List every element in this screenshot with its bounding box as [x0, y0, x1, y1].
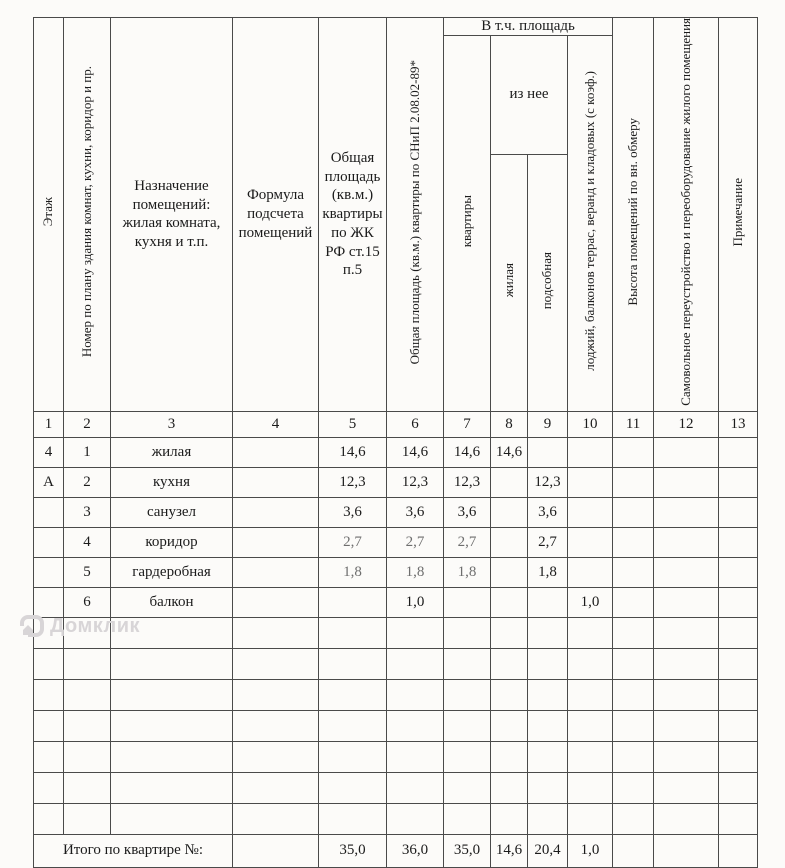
- totals-row: [34, 834, 758, 867]
- remodel-cell: [654, 467, 719, 497]
- totals-podsobnaya-cell: 20,4: [528, 834, 568, 867]
- empty-cell: [613, 710, 654, 741]
- area-podsobnaya-cell: [528, 587, 568, 617]
- empty-cell: [528, 617, 568, 648]
- empty-cell: [613, 679, 654, 710]
- area-podsobnaya-cell: 1,8: [528, 557, 568, 587]
- column-number-cell: 8: [491, 411, 528, 437]
- note-cell: [719, 437, 758, 467]
- empty-cell: [654, 741, 719, 772]
- area-zhk-cell: 1,8: [319, 557, 387, 587]
- formula-cell: [233, 527, 319, 557]
- empty-cell: [319, 648, 387, 679]
- empty-cell: [654, 617, 719, 648]
- area-kvartiry-cell: 2,7: [444, 527, 491, 557]
- header-formula-label: Формула подсчета помещений: [238, 187, 313, 241]
- empty-cell: [491, 617, 528, 648]
- area-podsobnaya-cell: [528, 437, 568, 467]
- header-zhilaya-label: жилая: [500, 263, 516, 298]
- area-zhilaya-cell: [491, 557, 528, 587]
- empty-cell: [719, 617, 758, 648]
- empty-cell: [654, 710, 719, 741]
- empty-cell: [491, 741, 528, 772]
- empty-cell: [64, 772, 111, 803]
- apartment-explication-table: [33, 17, 758, 868]
- column-number-cell: 13: [719, 411, 758, 437]
- empty-cell: [34, 772, 64, 803]
- remodel-cell: [654, 527, 719, 557]
- totals-lodzhiy-cell: 1,0: [568, 834, 613, 867]
- floor-cell: [34, 527, 64, 557]
- totals-label-cell: Итого по квартире №:: [34, 834, 233, 867]
- area-lodzhiy-cell: 1,0: [568, 587, 613, 617]
- empty-cell: [34, 648, 64, 679]
- empty-table-row: [34, 710, 758, 741]
- formula-cell: [233, 437, 319, 467]
- empty-table-row: [34, 772, 758, 803]
- watermark-text: Домклик: [50, 614, 141, 637]
- note-cell: [719, 467, 758, 497]
- column-number-cell: 9: [528, 411, 568, 437]
- empty-cell: [444, 679, 491, 710]
- remodel-cell: [654, 497, 719, 527]
- empty-cell: [528, 803, 568, 834]
- area-kvartiry-cell: 12,3: [444, 467, 491, 497]
- area-zhk-cell: 12,3: [319, 467, 387, 497]
- area-podsobnaya-cell: 12,3: [528, 467, 568, 497]
- empty-cell: [528, 710, 568, 741]
- table-row: [34, 527, 758, 557]
- area-podsobnaya-cell: 3,6: [528, 497, 568, 527]
- empty-cell: [111, 710, 233, 741]
- column-numbers-row: [34, 411, 758, 437]
- empty-cell: [387, 803, 444, 834]
- empty-cell: [528, 679, 568, 710]
- room-name-cell: жилая: [111, 437, 233, 467]
- empty-cell: [568, 741, 613, 772]
- empty-cell: [568, 648, 613, 679]
- empty-cell: [319, 741, 387, 772]
- area-zhk-cell: 3,6: [319, 497, 387, 527]
- column-number-cell: 3: [111, 411, 233, 437]
- table-header-row: [34, 18, 758, 36]
- header-room-purpose: [111, 18, 233, 412]
- formula-cell: [233, 467, 319, 497]
- area-zhk-cell: [319, 587, 387, 617]
- empty-cell: [568, 617, 613, 648]
- empty-cell: [111, 772, 233, 803]
- floor-cell: 4: [34, 437, 64, 467]
- header-podsobnaya: [528, 154, 568, 411]
- height-cell: [613, 467, 654, 497]
- column-number-cell: 11: [613, 411, 654, 437]
- area-kvartiry-cell: 1,8: [444, 557, 491, 587]
- note-cell: [719, 497, 758, 527]
- column-number-cell: 12: [654, 411, 719, 437]
- empty-cell: [568, 710, 613, 741]
- area-zhk-cell: 14,6: [319, 437, 387, 467]
- formula-cell: [233, 587, 319, 617]
- header-height: [613, 18, 654, 412]
- empty-cell: [34, 803, 64, 834]
- area-lodzhiy-cell: [568, 557, 613, 587]
- empty-cell: [444, 617, 491, 648]
- empty-cell: [319, 679, 387, 710]
- empty-cell: [491, 772, 528, 803]
- empty-cell: [444, 803, 491, 834]
- area-snip-cell: 1,0: [387, 587, 444, 617]
- room-name-cell: коридор: [111, 527, 233, 557]
- totals-area-snip-cell: 36,0: [387, 834, 444, 867]
- column-number-cell: 10: [568, 411, 613, 437]
- empty-cell: [719, 710, 758, 741]
- totals-formula-cell: [233, 834, 319, 867]
- empty-cell: [719, 803, 758, 834]
- header-note-label: Примечание: [729, 177, 745, 247]
- empty-cell: [491, 803, 528, 834]
- note-cell: [719, 527, 758, 557]
- room-name-cell: гардеробная: [111, 557, 233, 587]
- table-row: [34, 437, 758, 467]
- empty-cell: [568, 772, 613, 803]
- empty-cell: [654, 803, 719, 834]
- empty-cell: [387, 617, 444, 648]
- room-number-cell: 3: [64, 497, 111, 527]
- area-lodzhiy-cell: [568, 467, 613, 497]
- room-name-cell: кухня: [111, 467, 233, 497]
- empty-table-row: [34, 803, 758, 834]
- header-group-of-it-label: из нее: [509, 86, 549, 103]
- formula-cell: [233, 557, 319, 587]
- room-number-cell: 1: [64, 437, 111, 467]
- empty-cell: [528, 772, 568, 803]
- empty-cell: [613, 648, 654, 679]
- empty-cell: [233, 648, 319, 679]
- empty-table-row: [34, 741, 758, 772]
- area-kvartiry-cell: 3,6: [444, 497, 491, 527]
- empty-cell: [111, 803, 233, 834]
- empty-cell: [654, 648, 719, 679]
- empty-cell: [444, 741, 491, 772]
- empty-cell: [387, 710, 444, 741]
- totals-zhilaya-cell: 14,6: [491, 834, 528, 867]
- totals-kvartiry-cell: 35,0: [444, 834, 491, 867]
- area-kvartiry-cell: 14,6: [444, 437, 491, 467]
- empty-cell: [233, 710, 319, 741]
- header-kvartiry: [444, 36, 491, 412]
- empty-cell: [64, 741, 111, 772]
- header-group-incl-area-label: В т.ч. площадь: [481, 18, 575, 34]
- header-floor-label: Этаж: [40, 197, 56, 227]
- floor-cell: А: [34, 467, 64, 497]
- room-name-cell: санузел: [111, 497, 233, 527]
- empty-cell: [387, 648, 444, 679]
- empty-cell: [654, 772, 719, 803]
- height-cell: [613, 557, 654, 587]
- room-name-cell: балкон: [111, 587, 233, 617]
- height-cell: [613, 437, 654, 467]
- empty-cell: [319, 617, 387, 648]
- area-snip-cell: 12,3: [387, 467, 444, 497]
- note-cell: [719, 557, 758, 587]
- area-zhilaya-cell: 14,6: [491, 437, 528, 467]
- empty-cell: [444, 710, 491, 741]
- empty-cell: [111, 679, 233, 710]
- room-number-cell: 6: [64, 587, 111, 617]
- header-note: [719, 18, 758, 412]
- domclick-logo-icon: [19, 614, 46, 638]
- header-lodzhiy-label: лоджий, балконов террас, веранд и кладовых (с коэф.): [581, 71, 597, 371]
- empty-cell: [319, 772, 387, 803]
- area-zhilaya-cell: [491, 527, 528, 557]
- header-room-number-label: Номер по плану здания комнат, кухни, коридор и пр.: [78, 66, 94, 358]
- empty-cell: [719, 772, 758, 803]
- empty-cell: [613, 772, 654, 803]
- header-podsobnaya-label: подсобная: [539, 251, 555, 309]
- empty-cell: [64, 679, 111, 710]
- room-number-cell: 2: [64, 467, 111, 497]
- header-zhilaya: [491, 154, 528, 411]
- empty-cell: [654, 679, 719, 710]
- empty-cell: [111, 741, 233, 772]
- column-number-cell: 7: [444, 411, 491, 437]
- empty-table-row: [34, 617, 758, 648]
- empty-cell: [491, 648, 528, 679]
- area-lodzhiy-cell: [568, 527, 613, 557]
- area-zhilaya-cell: [491, 467, 528, 497]
- room-number-cell: 5: [64, 557, 111, 587]
- empty-cell: [64, 710, 111, 741]
- header-remodeling: [654, 18, 719, 412]
- empty-cell: [233, 679, 319, 710]
- empty-cell: [613, 741, 654, 772]
- totals-note-cell: [719, 834, 758, 867]
- table-row: [34, 557, 758, 587]
- header-group-of-it: [491, 36, 568, 155]
- empty-cell: [387, 772, 444, 803]
- empty-cell: [319, 710, 387, 741]
- floor-cell: [34, 557, 64, 587]
- header-total-area-zhk: [319, 18, 387, 412]
- empty-cell: [719, 741, 758, 772]
- column-number-cell: 5: [319, 411, 387, 437]
- empty-cell: [444, 648, 491, 679]
- empty-cell: [34, 679, 64, 710]
- header-kvartiry-label: квартиры: [458, 194, 474, 248]
- area-zhk-cell: 2,7: [319, 527, 387, 557]
- empty-cell: [111, 648, 233, 679]
- table-row: [34, 497, 758, 527]
- header-height-label: Высота помещений по вн. обмеру: [624, 118, 640, 306]
- empty-cell: [444, 772, 491, 803]
- empty-cell: [233, 741, 319, 772]
- empty-cell: [387, 741, 444, 772]
- height-cell: [613, 527, 654, 557]
- table-row: [34, 467, 758, 497]
- header-floor: [34, 18, 64, 412]
- area-snip-cell: 1,8: [387, 557, 444, 587]
- column-number-cell: 6: [387, 411, 444, 437]
- remodel-cell: [654, 557, 719, 587]
- totals-area-zhk-cell: 35,0: [319, 834, 387, 867]
- header-total-area-zhk-label: Общая площадь (кв.м.) квартиры по ЖК РФ ст.15 п.5: [322, 149, 383, 279]
- floor-cell: [34, 497, 64, 527]
- area-zhilaya-cell: [491, 587, 528, 617]
- remodel-cell: [654, 587, 719, 617]
- empty-cell: [319, 803, 387, 834]
- empty-cell: [64, 803, 111, 834]
- empty-cell: [613, 803, 654, 834]
- header-formula: [233, 18, 319, 412]
- empty-cell: [568, 679, 613, 710]
- empty-cell: [34, 710, 64, 741]
- empty-table-row: [34, 679, 758, 710]
- totals-remodel-cell: [654, 834, 719, 867]
- note-cell: [719, 587, 758, 617]
- header-room-number: [64, 18, 111, 412]
- empty-cell: [233, 803, 319, 834]
- empty-cell: [719, 679, 758, 710]
- header-room-purpose-label: Назначение помещений: жилая комната, кухня и т.п.: [122, 177, 221, 251]
- remodel-cell: [654, 437, 719, 467]
- empty-cell: [491, 710, 528, 741]
- domclick-watermark: [19, 613, 140, 639]
- header-lodzhiy: [568, 36, 613, 412]
- empty-cell: [233, 772, 319, 803]
- height-cell: [613, 587, 654, 617]
- area-snip-cell: 2,7: [387, 527, 444, 557]
- empty-cell: [233, 617, 319, 648]
- area-snip-cell: 3,6: [387, 497, 444, 527]
- empty-cell: [64, 648, 111, 679]
- empty-cell: [491, 679, 528, 710]
- height-cell: [613, 497, 654, 527]
- empty-cell: [528, 648, 568, 679]
- area-lodzhiy-cell: [568, 437, 613, 467]
- header-total-area-snip-label: Общая площадь (кв.м.) квартиры по СНиП 2.08.02-89*: [406, 59, 422, 365]
- header-group-incl-area: [444, 18, 613, 36]
- header-remodeling-label: Самовольное переустройство и переоборудование жилого помещения: [677, 18, 693, 406]
- area-lodzhiy-cell: [568, 497, 613, 527]
- empty-cell: [568, 803, 613, 834]
- empty-table-row: [34, 648, 758, 679]
- column-number-cell: 4: [233, 411, 319, 437]
- table-row: [34, 587, 758, 617]
- column-number-cell: 1: [34, 411, 64, 437]
- room-number-cell: 4: [64, 527, 111, 557]
- empty-cell: [387, 679, 444, 710]
- formula-cell: [233, 497, 319, 527]
- area-kvartiry-cell: [444, 587, 491, 617]
- column-number-cell: 2: [64, 411, 111, 437]
- area-podsobnaya-cell: 2,7: [528, 527, 568, 557]
- empty-cell: [528, 741, 568, 772]
- area-zhilaya-cell: [491, 497, 528, 527]
- header-total-area-snip: [387, 18, 444, 412]
- area-snip-cell: 14,6: [387, 437, 444, 467]
- empty-cell: [719, 648, 758, 679]
- empty-cell: [34, 741, 64, 772]
- totals-height-cell: [613, 834, 654, 867]
- empty-cell: [613, 617, 654, 648]
